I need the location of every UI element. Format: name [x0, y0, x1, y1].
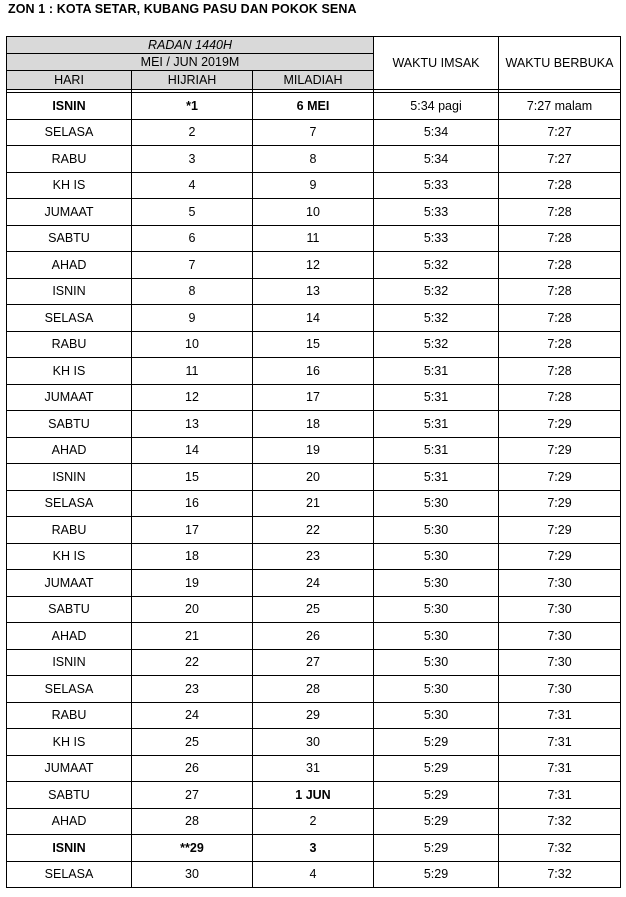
cell-hari: SABTU: [7, 225, 132, 252]
cell-hijriah: 2: [132, 119, 253, 146]
cell-miladiah: 10: [253, 199, 374, 226]
cell-waktu-berbuka: 7:31: [499, 782, 621, 809]
cell-hijriah: **29: [132, 835, 253, 862]
cell-waktu-berbuka: 7:28: [499, 172, 621, 199]
table-row: [7, 331, 621, 358]
cell-waktu-berbuka: 7:28: [499, 225, 621, 252]
cell-hijriah: 15: [132, 464, 253, 491]
table-row: [7, 649, 621, 676]
table-row: [7, 623, 621, 650]
cell-waktu-berbuka: 7:30: [499, 649, 621, 676]
cell-waktu-berbuka: 7:29: [499, 517, 621, 544]
cell-waktu-imsak: 5:29: [374, 808, 499, 835]
cell-hijriah: 12: [132, 384, 253, 411]
cell-waktu-imsak: 5:30: [374, 623, 499, 650]
cell-waktu-berbuka: 7:29: [499, 464, 621, 491]
cell-waktu-berbuka: 7:28: [499, 384, 621, 411]
cell-hari: ISNIN: [7, 649, 132, 676]
cell-waktu-berbuka: 7:31: [499, 702, 621, 729]
cell-hijriah: 21: [132, 623, 253, 650]
cell-waktu-imsak: 5:30: [374, 596, 499, 623]
table-row: [7, 358, 621, 385]
cell-miladiah: 11: [253, 225, 374, 252]
cell-waktu-imsak: 5:30: [374, 570, 499, 597]
cell-waktu-berbuka: 7:28: [499, 358, 621, 385]
cell-hijriah: 19: [132, 570, 253, 597]
cell-hijriah: 28: [132, 808, 253, 835]
cell-waktu-berbuka: 7:27 malam: [499, 93, 621, 120]
cell-waktu-imsak: 5:29: [374, 861, 499, 888]
cell-hari: SELASA: [7, 490, 132, 517]
cell-hari: ISNIN: [7, 464, 132, 491]
cell-waktu-berbuka: 7:29: [499, 411, 621, 438]
cell-hari: AHAD: [7, 623, 132, 650]
table-row: [7, 490, 621, 517]
cell-hari: SELASA: [7, 676, 132, 703]
cell-miladiah: 2: [253, 808, 374, 835]
cell-hari: ISNIN: [7, 93, 132, 120]
cell-waktu-imsak: 5:29: [374, 729, 499, 756]
table-row: [7, 861, 621, 888]
cell-hijriah: 9: [132, 305, 253, 332]
cell-waktu-imsak: 5:31: [374, 358, 499, 385]
cell-hijriah: 18: [132, 543, 253, 570]
cell-waktu-berbuka: 7:28: [499, 331, 621, 358]
cell-hari: AHAD: [7, 252, 132, 279]
cell-miladiah: 20: [253, 464, 374, 491]
cell-hari: RABU: [7, 702, 132, 729]
cell-hijriah: 11: [132, 358, 253, 385]
cell-waktu-imsak: 5:33: [374, 199, 499, 226]
cell-hari: KH IS: [7, 729, 132, 756]
cell-hari: ISNIN: [7, 278, 132, 305]
cell-hijriah: 4: [132, 172, 253, 199]
cell-miladiah: 22: [253, 517, 374, 544]
cell-miladiah: 12: [253, 252, 374, 279]
table-row: [7, 411, 621, 438]
cell-miladiah: 7: [253, 119, 374, 146]
cell-waktu-imsak: 5:32: [374, 252, 499, 279]
table-row: [7, 835, 621, 862]
cell-waktu-imsak: 5:33: [374, 225, 499, 252]
cell-hijriah: 17: [132, 517, 253, 544]
cell-miladiah: 13: [253, 278, 374, 305]
cell-waktu-imsak: 5:29: [374, 755, 499, 782]
table-row: [7, 384, 621, 411]
cell-waktu-berbuka: 7:29: [499, 543, 621, 570]
cell-miladiah: 3: [253, 835, 374, 862]
cell-waktu-berbuka: 7:27: [499, 119, 621, 146]
cell-waktu-imsak: 5:32: [374, 278, 499, 305]
table-row: [7, 464, 621, 491]
header-radan: RADAN 1440H: [7, 37, 374, 54]
table-row: [7, 252, 621, 279]
cell-waktu-imsak: 5:29: [374, 835, 499, 862]
cell-waktu-imsak: 5:31: [374, 437, 499, 464]
cell-waktu-imsak: 5:33: [374, 172, 499, 199]
cell-miladiah: 16: [253, 358, 374, 385]
cell-hari: SABTU: [7, 782, 132, 809]
cell-miladiah: 8: [253, 146, 374, 173]
cell-miladiah: 9: [253, 172, 374, 199]
table-row: [7, 437, 621, 464]
cell-waktu-imsak: 5:30: [374, 702, 499, 729]
cell-miladiah: 21: [253, 490, 374, 517]
table-row: [7, 729, 621, 756]
table-row: [7, 570, 621, 597]
cell-hari: RABU: [7, 146, 132, 173]
table-row: [7, 305, 621, 332]
cell-hari: JUMAAT: [7, 570, 132, 597]
cell-miladiah: 30: [253, 729, 374, 756]
cell-hijriah: 10: [132, 331, 253, 358]
cell-hijriah: 3: [132, 146, 253, 173]
table-row: [7, 225, 621, 252]
cell-waktu-imsak: 5:30: [374, 676, 499, 703]
cell-hijriah: 24: [132, 702, 253, 729]
cell-waktu-berbuka: 7:32: [499, 808, 621, 835]
cell-waktu-berbuka: 7:28: [499, 305, 621, 332]
cell-waktu-berbuka: 7:29: [499, 490, 621, 517]
cell-waktu-imsak: 5:32: [374, 331, 499, 358]
cell-waktu-berbuka: 7:28: [499, 278, 621, 305]
cell-waktu-berbuka: 7:31: [499, 729, 621, 756]
cell-hijriah: 7: [132, 252, 253, 279]
ramadan-schedule-table: [6, 36, 621, 888]
cell-waktu-imsak: 5:31: [374, 464, 499, 491]
cell-hijriah: 26: [132, 755, 253, 782]
table-row: [7, 676, 621, 703]
table-row: [7, 755, 621, 782]
cell-miladiah: 24: [253, 570, 374, 597]
cell-waktu-imsak: 5:31: [374, 384, 499, 411]
cell-waktu-imsak: 5:32: [374, 305, 499, 332]
cell-hari: SELASA: [7, 305, 132, 332]
header-hijriah: HIJRIAH: [132, 71, 253, 90]
cell-miladiah: 29: [253, 702, 374, 729]
cell-hari: SABTU: [7, 596, 132, 623]
cell-waktu-imsak: 5:30: [374, 517, 499, 544]
cell-hijriah: 25: [132, 729, 253, 756]
table-row: [7, 702, 621, 729]
cell-waktu-berbuka: 7:28: [499, 199, 621, 226]
cell-waktu-imsak: 5:30: [374, 543, 499, 570]
cell-miladiah: 17: [253, 384, 374, 411]
zone-title: ZON 1 : KOTA SETAR, KUBANG PASU DAN POKOK SENA: [8, 2, 357, 16]
cell-miladiah: 15: [253, 331, 374, 358]
table-header: [7, 37, 621, 93]
cell-hari: SELASA: [7, 119, 132, 146]
cell-waktu-imsak: 5:34 pagi: [374, 93, 499, 120]
cell-waktu-imsak: 5:29: [374, 782, 499, 809]
cell-hari: JUMAAT: [7, 755, 132, 782]
table-row: [7, 199, 621, 226]
table-row: [7, 93, 621, 120]
cell-miladiah: 18: [253, 411, 374, 438]
cell-hijriah: *1: [132, 93, 253, 120]
cell-hari: JUMAAT: [7, 384, 132, 411]
cell-waktu-berbuka: 7:32: [499, 861, 621, 888]
header-waktu-imsak: WAKTU IMSAK: [374, 37, 499, 90]
cell-hari: KH IS: [7, 543, 132, 570]
cell-hijriah: 23: [132, 676, 253, 703]
cell-hijriah: 6: [132, 225, 253, 252]
cell-waktu-berbuka: 7:29: [499, 437, 621, 464]
cell-waktu-berbuka: 7:30: [499, 596, 621, 623]
cell-hari: AHAD: [7, 808, 132, 835]
cell-miladiah: 23: [253, 543, 374, 570]
cell-hari: ISNIN: [7, 835, 132, 862]
cell-hijriah: 20: [132, 596, 253, 623]
cell-miladiah: 6 MEI: [253, 93, 374, 120]
header-miladiah: MILADIAH: [253, 71, 374, 90]
header-month: MEI / JUN 2019M: [7, 54, 374, 71]
cell-waktu-berbuka: 7:30: [499, 623, 621, 650]
cell-miladiah: 27: [253, 649, 374, 676]
table-row: [7, 808, 621, 835]
cell-hijriah: 30: [132, 861, 253, 888]
cell-waktu-imsak: 5:34: [374, 146, 499, 173]
cell-waktu-imsak: 5:34: [374, 119, 499, 146]
cell-waktu-imsak: 5:30: [374, 649, 499, 676]
cell-miladiah: 26: [253, 623, 374, 650]
table-row: [7, 543, 621, 570]
table-row: [7, 119, 621, 146]
cell-hijriah: 27: [132, 782, 253, 809]
cell-miladiah: 14: [253, 305, 374, 332]
cell-hijriah: 16: [132, 490, 253, 517]
cell-miladiah: 25: [253, 596, 374, 623]
table-row: [7, 172, 621, 199]
cell-waktu-berbuka: 7:31: [499, 755, 621, 782]
cell-waktu-berbuka: 7:30: [499, 676, 621, 703]
cell-waktu-berbuka: 7:27: [499, 146, 621, 173]
cell-hijriah: 14: [132, 437, 253, 464]
cell-miladiah: 1 JUN: [253, 782, 374, 809]
cell-hari: KH IS: [7, 172, 132, 199]
cell-miladiah: 28: [253, 676, 374, 703]
cell-miladiah: 31: [253, 755, 374, 782]
table-row: [7, 782, 621, 809]
table-row: [7, 596, 621, 623]
table-row: [7, 278, 621, 305]
cell-waktu-berbuka: 7:28: [499, 252, 621, 279]
cell-hari: JUMAAT: [7, 199, 132, 226]
cell-hari: SELASA: [7, 861, 132, 888]
cell-waktu-berbuka: 7:30: [499, 570, 621, 597]
cell-hijriah: 22: [132, 649, 253, 676]
cell-waktu-berbuka: 7:32: [499, 835, 621, 862]
header-hari: HARI: [7, 71, 132, 90]
cell-miladiah: 4: [253, 861, 374, 888]
cell-waktu-imsak: 5:31: [374, 411, 499, 438]
header-waktu-berbuka: WAKTU BERBUKA: [499, 37, 621, 90]
cell-hijriah: 13: [132, 411, 253, 438]
table-row: [7, 517, 621, 544]
table-body: [7, 93, 621, 888]
table-row: [7, 146, 621, 173]
cell-waktu-imsak: 5:30: [374, 490, 499, 517]
cell-hari: AHAD: [7, 437, 132, 464]
cell-hijriah: 8: [132, 278, 253, 305]
cell-hari: RABU: [7, 517, 132, 544]
cell-hari: RABU: [7, 331, 132, 358]
cell-hari: SABTU: [7, 411, 132, 438]
cell-hijriah: 5: [132, 199, 253, 226]
cell-hari: KH IS: [7, 358, 132, 385]
cell-miladiah: 19: [253, 437, 374, 464]
